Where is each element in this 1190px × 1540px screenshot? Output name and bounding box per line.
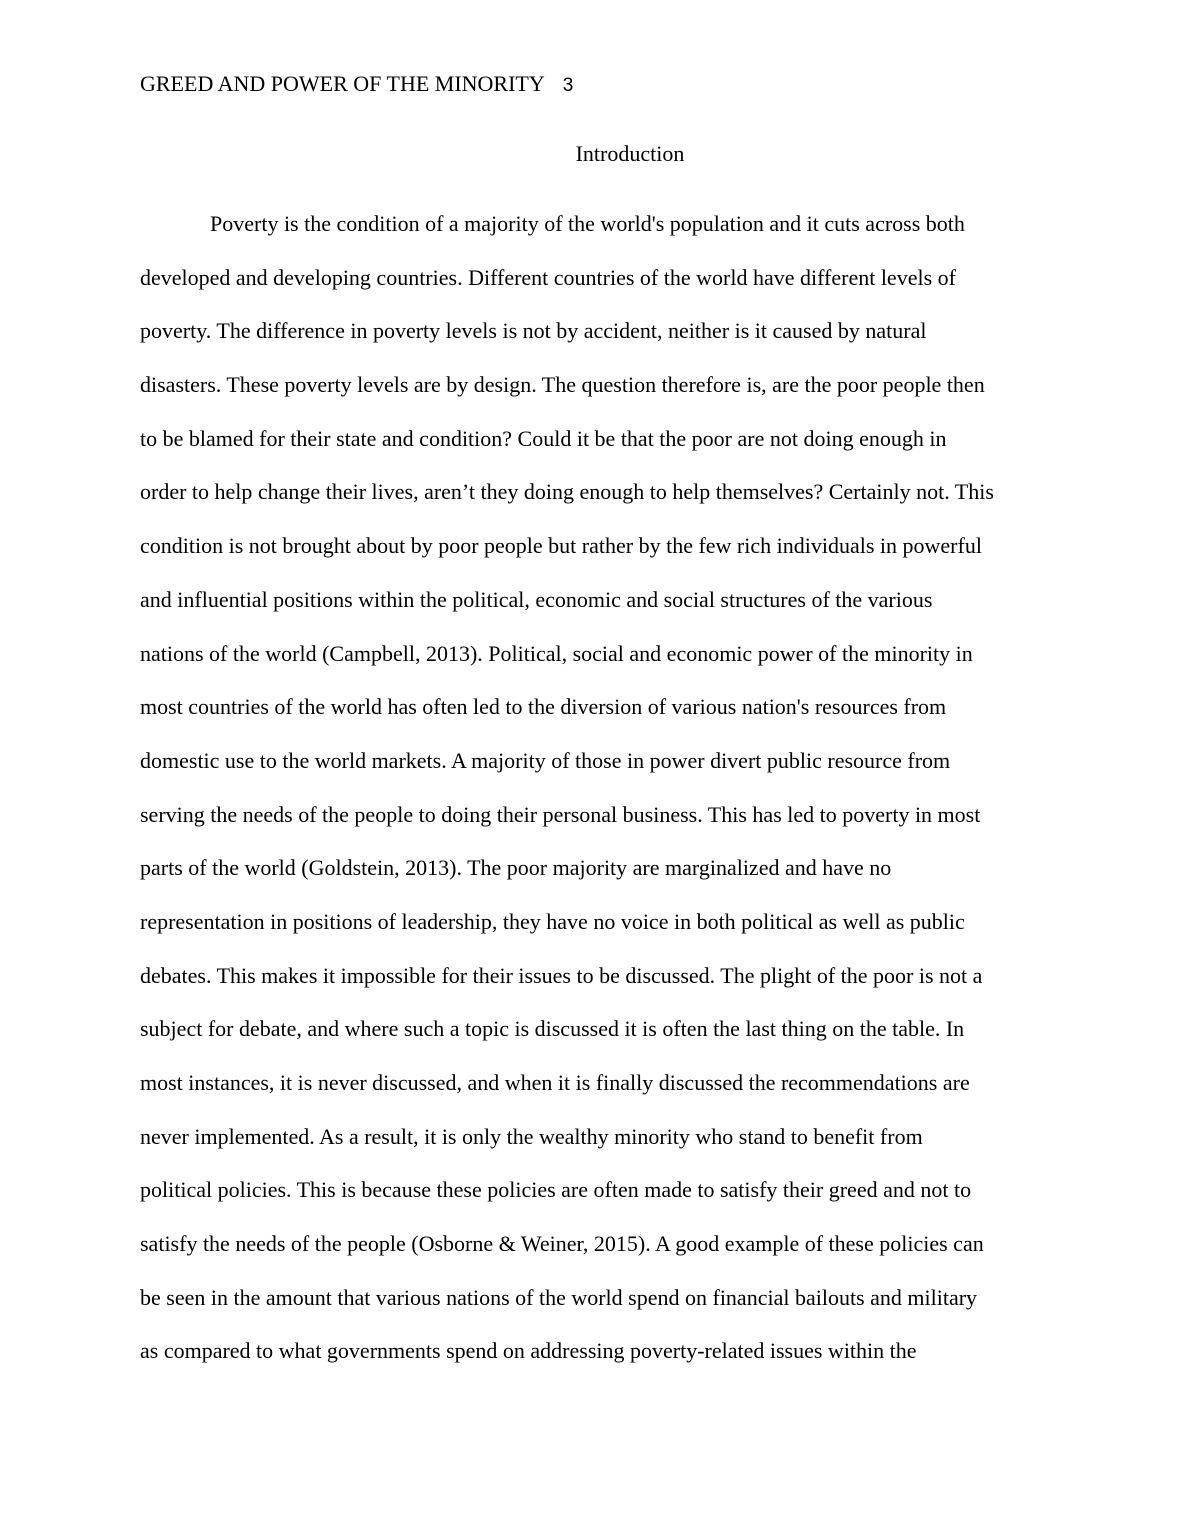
paragraph-line: parts of the world (Goldstein, 2013). The poor majority are marginalized and have no: [140, 855, 892, 881]
paragraph-line: representation in positions of leadership, they have no voice in both political as well as public: [140, 908, 965, 934]
paragraph-line: subject for debate, and where such a topic is discussed it is often the last thing on the table. In: [140, 1016, 965, 1042]
paragraph-line: serving the needs of the people to doing their personal business. This has led to poverty in most: [140, 801, 981, 827]
body-paragraph: [140, 197, 1060, 1378]
paragraph-line: most instances, it is never discussed, and when it is finally discussed the recommendations are: [140, 1070, 970, 1095]
section-title: Introduction: [575, 141, 685, 166]
running-header: [140, 70, 573, 100]
paragraph-line: and influential positions within the political, economic and social structures of the various: [140, 586, 933, 612]
paragraph-line: nations of the world (Campbell, 2013). Political, social and economic power of the minority in: [140, 640, 973, 666]
paragraph-line: debates. This makes it impossible for their issues to be discussed. The plight of the poor is not a: [140, 962, 983, 988]
paragraph-line: order to help change their lives, aren’t they doing enough to help themselves? Certainly not. This: [140, 479, 994, 505]
paragraph-line: to be blamed for their state and condition? Could it be that the poor are not doing enough in: [140, 425, 947, 451]
paragraph-line: poverty. The difference in poverty levels is not by accident, neither is it caused by natural: [140, 318, 927, 344]
paragraph-line: political policies. This is because these policies are often made to satisfy their greed and not to: [140, 1177, 972, 1203]
paragraph-line: satisfy the needs of the people (Osborne & Weiner, 2015). A good example of these policies can: [140, 1231, 984, 1257]
paragraph-line: never implemented. As a result, it is only the wealthy minority who stand to benefit from: [140, 1123, 923, 1149]
paragraph-line: be seen in the amount that various nations of the world spend on financial bailouts and military: [140, 1284, 978, 1310]
running-head-title: GREED AND POWER OF THE MINORITY: [140, 71, 545, 96]
page-number: 3: [562, 75, 574, 96]
paragraph-line: developed and developing countries. Different countries of the world have different levels of: [140, 264, 956, 290]
paragraph-line: as compared to what governments spend on addressing poverty-related issues within the: [140, 1338, 917, 1364]
paragraph-line: condition is not brought about by poor people but rather by the few rich individuals in powerful: [140, 533, 982, 559]
paragraph-line: domestic use to the world markets. A majority of those in power divert public resource from: [140, 747, 951, 773]
paragraph-line: most countries of the world has often led to the diversion of various nation's resources from: [140, 694, 947, 720]
paragraph-line: disasters. These poverty levels are by design. The question therefore is, are the poor people then: [140, 372, 985, 398]
paragraph-line: Poverty is the condition of a majority of the world's population and it cuts across both: [210, 211, 965, 236]
